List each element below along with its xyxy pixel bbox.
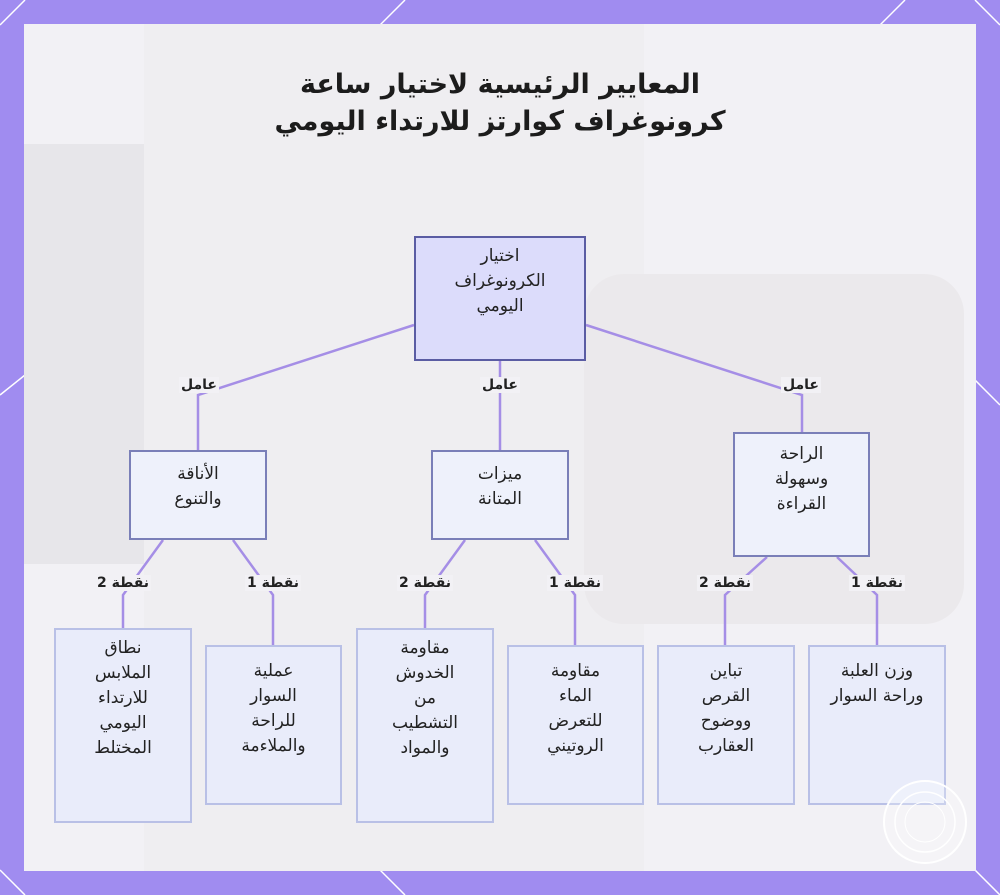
leaf-node: [657, 645, 795, 805]
leaf-node: [507, 645, 644, 805]
leaf-label: مقاومة الخدوش من التشطيب والمواد: [392, 638, 458, 758]
edge-label-point-2: نقطة 2: [398, 575, 452, 591]
edge-label-point-1: نقطة 1: [246, 575, 300, 591]
edge-label-factor: عامل: [783, 377, 819, 393]
category-node: [129, 450, 267, 540]
category-node: [733, 432, 870, 557]
leaf-label: تباين القرص ووضوح العقارب: [697, 661, 755, 756]
edge-label-point-2: نقطة 2: [96, 575, 150, 591]
category-label: الراحة وسهولة القراءة: [774, 444, 829, 514]
leaf-label: نطاق الملابس للارتداء اليومي المختلط: [94, 638, 152, 758]
leaf-node: [356, 628, 494, 823]
category-node: [431, 450, 569, 540]
watermark-seal-icon: [883, 780, 967, 864]
edge-label-factor: عامل: [482, 377, 518, 393]
diagram-title: المعايير الرئيسية لاختيار ساعة كرونوغراف كوارتز للارتداء اليومي: [274, 69, 726, 137]
leaf-node: [54, 628, 192, 823]
leaf-label: مقاومة الماء للتعرض الروتيني: [547, 661, 604, 756]
root-label: اختيار الكرونوغراف اليومي: [454, 246, 546, 316]
edge-label-factor: عامل: [181, 377, 217, 393]
root-node: [414, 236, 586, 361]
edge-label-point-2: نقطة 2: [698, 575, 752, 591]
edge-label-point-1: نقطة 1: [850, 575, 904, 591]
leaf-label: عملية السوار للراحة والملاءمة: [241, 661, 306, 756]
edge-label-point-1: نقطة 1: [548, 575, 602, 591]
category-label: ميزات المتانة: [477, 464, 523, 509]
category-label: الأناقة والتنوع: [174, 464, 222, 509]
leaf-node: [205, 645, 342, 805]
leaf-label: وزن العلبة وراحة السوار: [830, 661, 924, 706]
